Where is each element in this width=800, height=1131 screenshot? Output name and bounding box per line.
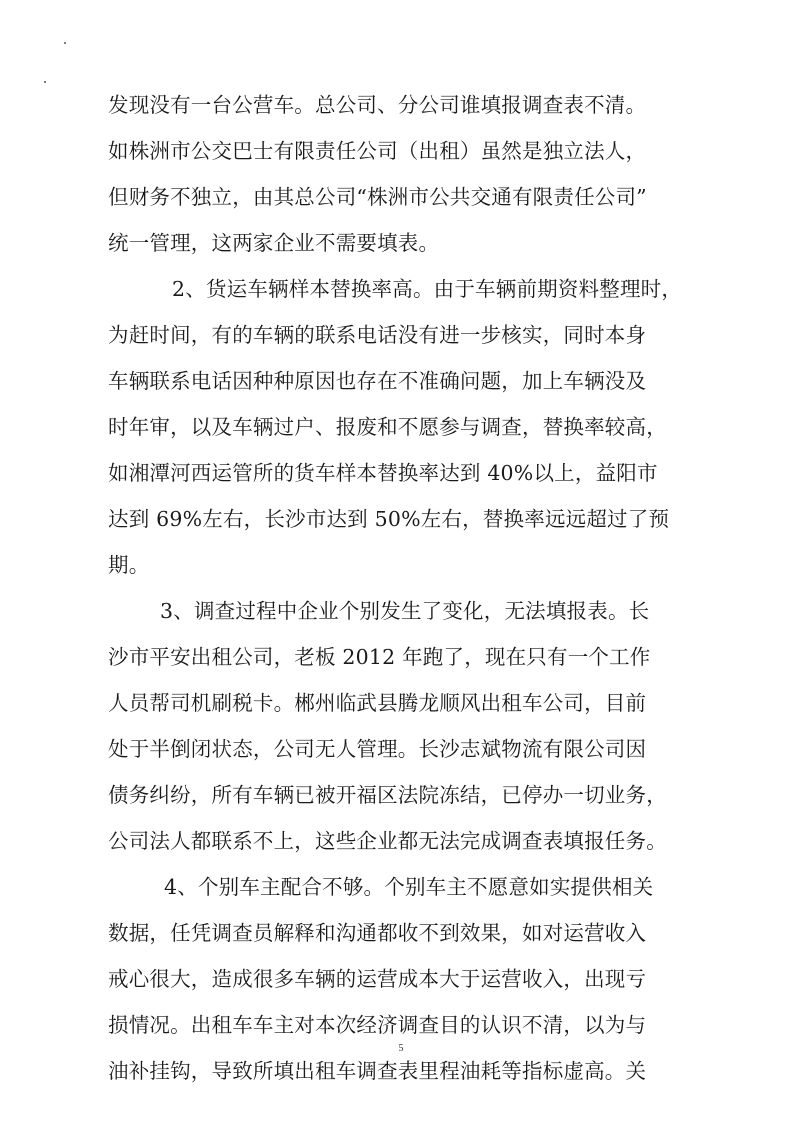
text-line: 3、调查过程中企业个别发生了变化，无法填报表。长: [160, 599, 650, 623]
text-line: 债务纠纷，所有车辆已被开福区法院冻结，已停办一切业务，: [108, 783, 667, 807]
text-line: 油补挂钩，导致所填出租车调查表里程油耗等指标虚高。关: [108, 1059, 647, 1083]
page-number: 5: [398, 1043, 404, 1054]
scan-speck: [64, 42, 66, 44]
text-line: 车辆联系电话因种种原因也存在不准确问题，加上车辆没及: [108, 369, 647, 393]
text-line: 但财务不独立，由其总公司“株洲市公共交通有限责任公司”: [108, 185, 647, 209]
text-line: 人员帮司机刷税卡。郴州临武县腾龙顺风出租车公司，目前: [108, 691, 647, 715]
text-line: 处于半倒闭状态，公司无人管理。长沙志斌物流有限公司因: [108, 737, 647, 761]
scan-speck: [44, 81, 46, 83]
text-line: 统一管理，这两家企业不需要填表。: [108, 231, 440, 255]
text-line: 发现没有一台公营车。总公司、分公司谁填报调查表不清。: [108, 93, 647, 117]
text-line: 4、个别车主配合不够。个别车主不愿意如实提供相关: [164, 875, 654, 899]
text-line: 公司法人都联系不上，这些企业都无法完成调查表填报任务。: [108, 829, 667, 853]
text-line: 数据，任凭调查员解释和沟通都收不到效果，如对运营收入: [108, 921, 647, 945]
text-line: 戒心很大，造成很多车辆的运营成本大于运营收入，出现亏: [108, 967, 647, 991]
text-line: 达到 69%左右，长沙市达到 50%左右，替换率远远超过了预: [108, 507, 670, 531]
text-line: 沙市平安出租公司，老板 2012 年跑了，现在只有一个工作: [108, 645, 651, 669]
text-line: 2、货运车辆样本替换率高。由于车辆前期资料整理时，: [172, 277, 683, 301]
text-line: 时年审，以及车辆过户、报废和不愿参与调查，替换率较高，: [108, 415, 667, 439]
text-line: 期。: [108, 553, 150, 577]
text-line: 损情况。出租车车主对本次经济调查目的认识不清，以为与: [108, 1013, 647, 1037]
text-line: 如株洲市公交巴士有限责任公司（出租）虽然是独立法人，: [108, 139, 647, 163]
text-line: 如湘潭河西运管所的货车样本替换率达到 40%以上，益阳市: [108, 461, 658, 485]
text-line: 为赶时间，有的车辆的联系电话没有进一步核实，同时本身: [108, 323, 647, 347]
